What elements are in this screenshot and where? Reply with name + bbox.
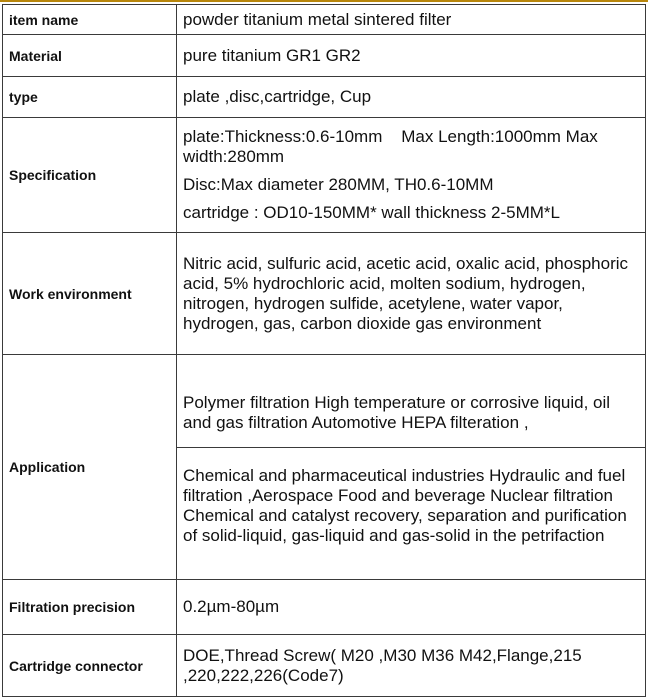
row-value-material: pure titanium GR1 GR2 (177, 35, 646, 77)
table-row-material (3, 35, 646, 77)
row-value-work-environment: Nitric acid, sulfuric acid, acetic acid, oxalic acid, phosphoric acid, 5% hydrochloric acid, molten sodium, hydrogen, nitrogen, hydrogen sulfide, acetylene, water vapor, hydrogen, gas, carbon dioxide gas environment (177, 233, 646, 355)
row-value-cartridge-connector: DOE,Thread Screw( M20 ,M30 M36 M42,Flange,215 ,220,222,226(Code7) (177, 635, 646, 697)
row-value-application (177, 355, 646, 580)
top-border-line (0, 0, 648, 2)
table-row-work-environment (3, 233, 646, 355)
row-label-application: Application (3, 355, 177, 580)
application-paragraph-2: Chemical and pharmaceutical industries Hydraulic and fuel filtration ,Aerospace Food and beverage Nuclear filtration Chemical and catalyst recovery, separation and purification of solid-liquid, gas-liquid and gas-solid in the petrifaction (183, 465, 627, 545)
spec-line-disc: Disc:Max diameter 280MM, TH0.6-10MM (183, 175, 494, 194)
row-label-material: Material (3, 35, 177, 77)
spec-line-plate: plate:Thickness:0.6-10mm Max Length:1000mm Max width:280mm (183, 127, 598, 166)
row-value-specification (177, 118, 646, 233)
row-value-filtration-precision: 0.2µm-80µm (177, 580, 646, 635)
row-label-work-environment: Work environment (3, 233, 177, 355)
row-label-specification: Specification (3, 118, 177, 233)
row-label-filtration-precision: Filtration precision (3, 580, 177, 635)
table-row-item-name (3, 5, 646, 35)
row-value-type: plate ,disc,cartridge, Cup (177, 77, 646, 118)
row-label-type: type (3, 77, 177, 118)
table-row-filtration-precision (3, 580, 646, 635)
spec-line-cartridge: cartridge : OD10-150MM* wall thickness 2-5MM*L (183, 203, 560, 222)
row-label-cartridge-connector: Cartridge connector (3, 635, 177, 697)
row-value-item-name: powder titanium metal sintered filter (177, 5, 646, 35)
row-label-item-name: item name (3, 5, 177, 35)
table-row-type (3, 77, 646, 118)
application-paragraph-1: Polymer filtration High temperature or corrosive liquid, oil and gas filtration Automotive HEPA filteration , (183, 392, 611, 432)
table-row-cartridge-connector (3, 635, 646, 697)
table-row-application (3, 355, 646, 580)
table-row-specification (3, 118, 646, 233)
product-spec-table (2, 4, 646, 697)
